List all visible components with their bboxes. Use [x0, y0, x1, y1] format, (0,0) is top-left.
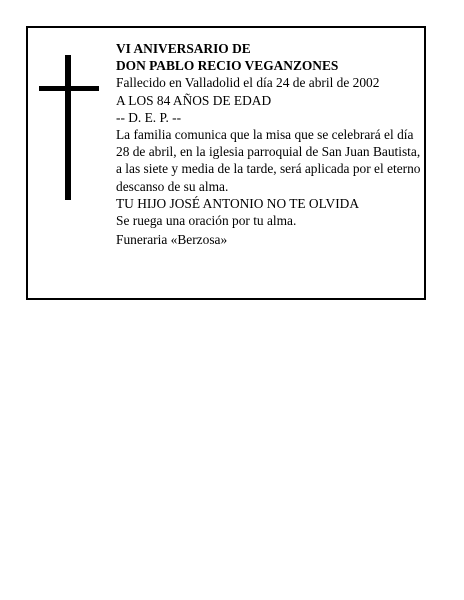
notice-text	[116, 40, 421, 248]
cross-icon	[39, 55, 99, 200]
deceased-name: DON PABLO RECIO VEGANZONES	[116, 58, 339, 74]
family-dedication: TU HIJO JOSÉ ANTONIO NO TE OLVIDA	[116, 195, 360, 211]
funeral-home: Funeraria «Berzosa»	[116, 232, 228, 248]
anniversary-title: VI ANIVERSARIO DE	[116, 41, 251, 56]
prayer-request: Se ruega una oración por tu alma.	[116, 213, 297, 229]
obituary-notice	[26, 26, 426, 300]
cross-horizontal-bar	[39, 86, 99, 91]
cross-vertical-bar	[65, 55, 71, 200]
death-info: Fallecido en Valladolid el día 24 de abril de 2002	[116, 75, 380, 91]
rest-in-peace: -- D. E. P. --	[116, 109, 182, 125]
age-at-death: A LOS 84 AÑOS DE EDAD	[116, 92, 272, 108]
mass-announcement: La familia comunica que la misa que se celebrará el día 28 de abril, en la iglesia parroquial de San Juan Bautista, a las siete y media de la tarde, será aplicada por el eterno descanso de su alma.	[116, 127, 421, 194]
